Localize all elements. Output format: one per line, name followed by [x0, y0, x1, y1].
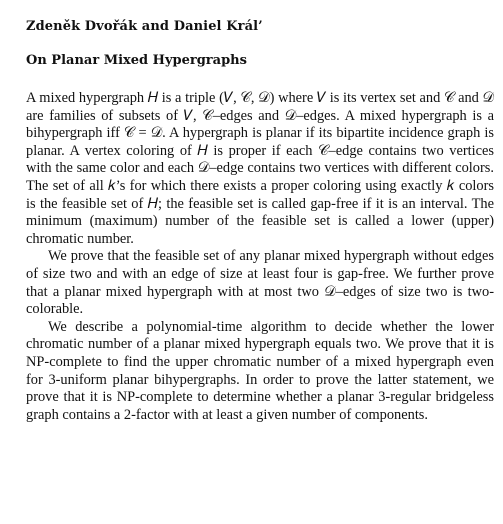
abstract-paragraph-2: We prove that the feasible set of any planar mixed hypergraph without edges of size two and with an edge of size at least four is gap-free. We further prove that a planar mixed hypergraph with at most two 𝒟–edges of size two is two-colorable. — [26, 248, 494, 318]
abstract-paragraph-3: We describe a polynomial-time algorithm to decide whether the lower chromatic number of a planar mixed hypergraph equals two. We prove that it is NP-complete to find the upper chromatic number of a mixed hypergraph even for 3-uniform planar bihypergraphs. In order to prove the latter statement, we prove that it is NP-complete to determine whether a planar 3-regular bridgeless graph contains a 2-factor with at least a given number of components. — [26, 318, 494, 423]
paper-authors: Zdeněk Dvořák and Daniel Král’ — [26, 19, 263, 34]
paper-title: On Planar Mixed Hypergraphs — [26, 53, 247, 68]
paper-page — [26, 18, 494, 424]
abstract-body — [26, 90, 494, 424]
abstract-paragraph-1: A mixed hypergraph 𝐻 is a triple (𝑉, 𝒞, 𝒟) where 𝑉 is its vertex set and 𝒞 and 𝒟 are families of subsets of 𝑉, 𝒞–edges and 𝒟–edges. A mixed hypergraph is a bihypergraph iff 𝒞 = 𝒟. A hypergraph is planar if its bipartite incidence graph is planar. A vertex coloring of 𝐻 is proper if each 𝒞–edge contains two vertices with the same color and each 𝒟–edge contains two vertices with different colors. The set of all 𝑘’s for which there exists a proper coloring using exactly 𝑘 colors is the feasible set of 𝐻; the feasible set is called gap-free if it is an interval. The minimum (maximum) number of the feasible set is called a lower (upper) chromatic number. — [26, 90, 494, 247]
